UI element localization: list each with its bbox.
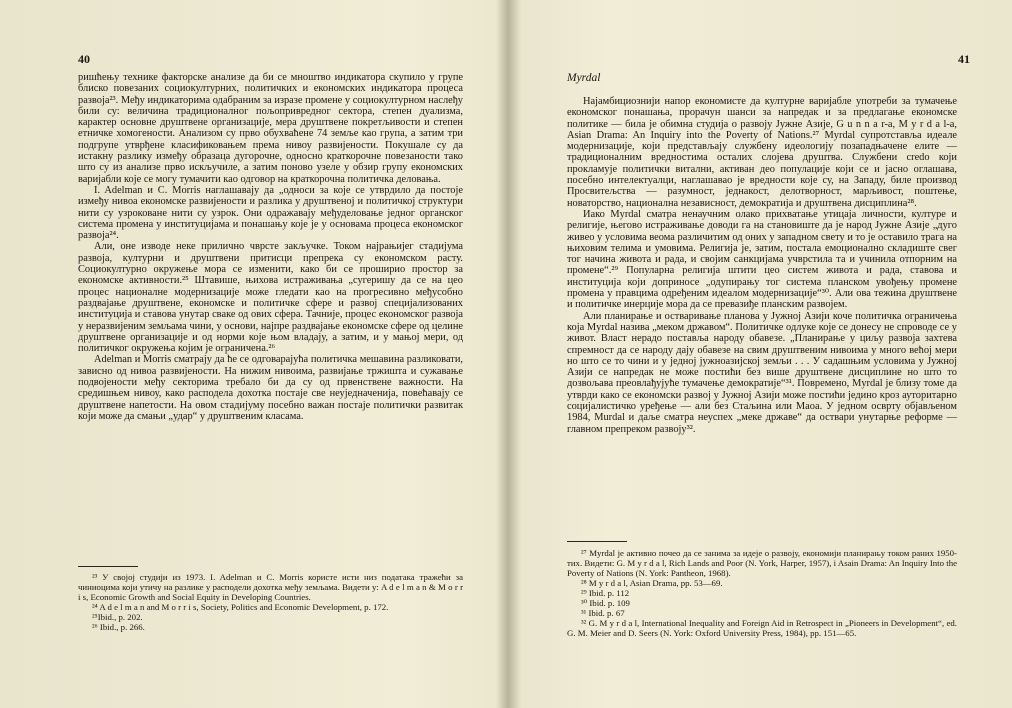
footnote: ²⁹ Ibid. p. 112: [581, 588, 630, 598]
page-number: 41: [958, 52, 970, 66]
right-page: [507, 0, 1012, 708]
running-head: Myrdal: [567, 72, 601, 84]
footnote: ²³ У својој студији из 1973. I. Adelman и C. Morris користе исти низ података тражећи за чиниоцима који утичу на разлике у расподели дохотка међу земљама. Видети у: A d e l m a n & M o r r i s, Economic Growth and Social Equity in Developing Countries.: [78, 572, 463, 602]
footnote: ²⁵Ibid., p. 202.: [92, 612, 143, 622]
footnote: ³² G. M y r d a l, International Inequality and Foreign Aid in Retrospect in „Pioneers in Development“, ed. G. M. Meier and D. Seers (N. York: Oxford University Press, 1984), pp. 151—65.: [567, 618, 957, 638]
footnote: ³⁰ Ibid. p. 109: [581, 598, 630, 608]
footnotes: [78, 572, 463, 632]
footnote: ³¹ Ibid. p. 67: [581, 608, 625, 618]
left-page: [0, 0, 505, 708]
paragraph: Иако Myrdal сматра ненаучним олако прихватање утицаја личности, културе и религије, његово истраживање доводи га на становиште да је народ Јужне Азије „дуго живео у условима веома различитим од оних у западном свету и то је оставило трага на њиховим телима и умовима. Религија је, затим, постала емоционално складиште свег тог начина живота и рада, и својим санкцијама учврстила та и учинила отпорним на промене“.²⁹ Популарна религија штити цео систем живота и рада, ставова и институција који доприносе „одупирању тог система планском увођењу промене промена у правцима одређеним идеалом модернизације“³⁰. Али ова тежина друштвене и политичке инерције мора да се превазиђе планским развојем.: [567, 208, 957, 311]
footnote: ²⁷ Myrdal је активно почео да се занима за идеје о развоју, економији планирању током раних 1950-тих. Видети: G. M y r d a l, Rich Lands and Poor (N. York, Harper, 1957), i Asain Drama: An Inquiry Into the Poverty of Nations (N. York: Pantheon, 1968).: [567, 548, 957, 578]
paragraph: Најамбициознији напор економисте да културне варијабле употреби за тумачење економског понашања, прорачун шанси за напредак и за предлагање економске политике — била је обимна студија о развоју Јужне Азије, G u n n a r-a, M y r d a l-a, Asian Drama: An Inquiry into the Poverty of Nations.²⁷ Myrdal супротставља идеале модернизације, који представљају службену идеологију позападњачене елите — традиционалним вредностима осталих слојева друштва. Службени credo који прокламује политички витални, активан део популације који се и јасно оглашава, посебно интелектуалци, наглашавао је вредности које су, на Западу, биле производ Просвитељства — разумност, једнакост, делотворност, марљивост, поштење, новаторство, национална независност, демократија и друштвена дисциплина²⁸.: [567, 96, 957, 209]
body-text: [567, 96, 957, 435]
body-text: [78, 72, 463, 422]
paragraph: I. Adelman и C. Morris наглашавају да „односи за које се утврдило да постоје између нивоа економске развијености и разлика у друштвеној и политичкој структури нити су узроковане нити су узрок. Они одражавају међуделовање једног органског система промена у институцијама и понашању које је у основама процеса економског развоја²⁴.: [78, 184, 463, 242]
paragraph: Adelman и Morris сматрају да ће се одговарајућа политичка мешавина разликовати, зависно од нивоа развијености. На нижим нивоима, развијање тржишта и сужавање подвојености међу секторима требало би да су од првенствене важности. На средишњем нивоу, како расподела дохотка постаје све неуједначенија, повећавају се друштвене напетости. На овом стадијуму посебно важан постаје политички развитак који може да смањи „удар“ у друштвеним класама.: [78, 354, 463, 422]
footnote-rule: [567, 541, 627, 542]
footnote: ²⁴ A d e l m a n and M o r r i s, Society, Politics and Economic Development, p. 172.: [92, 602, 389, 612]
footnote: ²⁸ M y r d a l, Asian Drama, pp. 53—69.: [581, 578, 723, 588]
footnote-rule: [78, 566, 138, 567]
footnotes: [567, 548, 957, 638]
page-number: 40: [78, 52, 90, 66]
footnote: ²⁶ Ibid., p. 266.: [92, 622, 145, 632]
paragraph: ришћењу технике факторске анализе да би се мноштво индикатора скупило у групе блиско повезаних социокултурних, политичких и економских индикатора процеса развоја²³. Међу индикаторима одабраним за изразе промене у социокултурном наслеђу били су: величина традиционалног пољопривредног сектора, степен дуализма, карактер основне друштвене организације, мера друштвене покретљивости и степен етничке хомогености. Анализом су прво обухваћене 74 земље као група, а затим три подгрупе утврђене класификовањем према нивоу развијености. Покушале су да истакну разлику између образаца дугорочне, односно краткорочне повезаности тако што су из анализе прво искључиле, а затим поново узеле у обзир групу економских варијабли које се могу тумачити као одговор на краткорочна политичка деловања.: [78, 72, 463, 185]
paragraph: Али, оне изводе неке прилично чврсте закључке. Током најрањијег стадијума развоја, културни и друштвени притисци препрека су економском расту. Социокултурно окружење мора се изменити, како би се проширио простор за економске активности.²⁵ Штавише, њихова истраживања „сугеришу да се на цео процес националне модернизације може гледати као на прогресивно међусобно раздвајање друштвене, економске и политичке сфере и развој специјализованих институција и ставова унутар сваке од ових сфера. Тачније, процес економског развоја у неразвијеним земљама чини, у основи, најпре раздвајање економске сфере од целине друштвене организације и од норми које њом владају, а затим, и у мањој мери, од политичког окружења којим је ограничена.²⁶: [78, 241, 463, 355]
paragraph: Али планирање и остваривање планова у Јужној Азији коче политичка ограничења која Myrdal назива „меком државом“. Политичке одлуке које се донесу не спроводе се у живот. Власт нерадо поставља народу обавезе. „Планирање у циљу развоја захтева спремност да се народу дају обавезе на свим друштвеним нивоима у много већој мери но што се то чини и у једној јужноазијској земљи . . . У садашњим условима у Јужној Азији се напредак не може постићи без више друштвене дисциплине но што то дозвољава преовлађујуће тумачење демократије“³¹. Повремено, Myrdal је близу томе да утврди како се економски развој у Јужној Азији може постићи једино кроз ауторитарно социјалистичко уређење — али без Стаљина или Маоа. У једном осврту објављеном 1984, Murdal и даље сматра неуспех „меке државе“ да оствари унутарње реформе — главном препреком развоју³².: [567, 310, 957, 435]
